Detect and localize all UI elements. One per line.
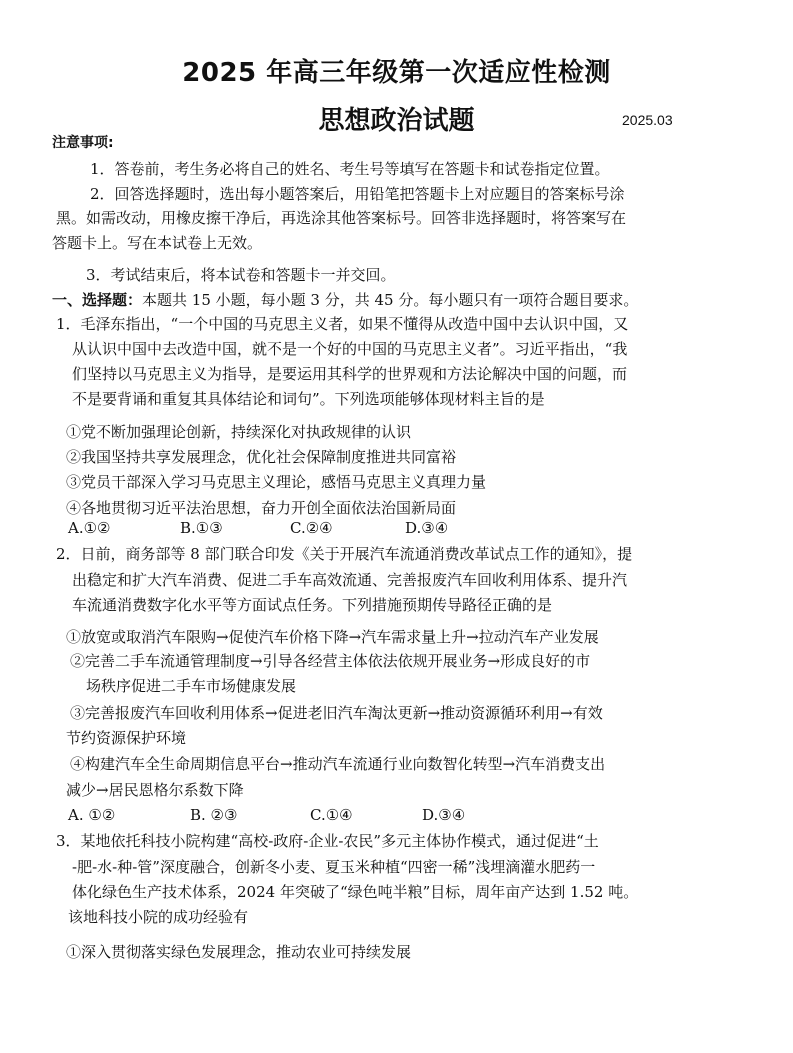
q3-stem-line: -肥-水-种-管”深度融合，创新冬小麦、夏玉米种植“四密一稀”浅埋滴灌水肥药一 xyxy=(72,858,596,876)
q1-stem-line: 们坚持以马克思主义为指导，是要运用其科学的世界观和方法论解决中国的问题，而 xyxy=(72,365,628,383)
q2-statement: 节约资源保护环境 xyxy=(66,729,187,747)
q1-statement: ③党员干部深入学习马克思主义理论，感悟马克思主义真理力量 xyxy=(66,473,487,491)
q2-stem-line: 2．日前，商务部等 8 部门联合印发《关于开展汽车流通消费改革试点工作的通知》，提 xyxy=(56,545,633,563)
q2-statement: 场秩序促进二手车市场健康发展 xyxy=(86,677,297,695)
q1-option-b[interactable]: B.①③ xyxy=(180,519,223,537)
exam-title: 2025 年高三年级第一次适应性检测 xyxy=(182,58,611,88)
q2-stem-line: 出稳定和扩大汽车消费、促进二手车高效流通、完善报废汽车回收利用体系、提升汽 xyxy=(72,571,628,589)
exam-date: 2025.03 xyxy=(622,112,673,128)
q2-option-d[interactable]: D.③④ xyxy=(422,806,466,824)
q2-statement: 减少→居民恩格尔系数下降 xyxy=(66,781,244,799)
q2-option-a[interactable]: A. ①② xyxy=(68,806,116,824)
q1-stem-line: 不是要背诵和重复其具体结论和词句”。下列选项能够体现材料主旨的是 xyxy=(72,390,545,408)
section-heading xyxy=(52,290,638,310)
q3-stem-line: 体化绿色生产技术体系，2024 年突破了“绿色吨半粮”目标，周年亩产达到 1.52 吨。 xyxy=(72,883,639,901)
q1-statement: ②我国坚持共享发展理念，优化社会保障制度推进共同富裕 xyxy=(66,448,457,466)
q2-option-b[interactable]: B. ②③ xyxy=(190,806,238,824)
notice-item: 1．答卷前，考生务必将自己的姓名、考生号等填写在答题卡和试卷指定位置。 xyxy=(90,160,610,178)
q1-statement: ①党不断加强理论创新，持续深化对执政规律的认识 xyxy=(66,423,412,441)
q3-stem-line: 该地科技小院的成功经验有 xyxy=(68,908,249,926)
q2-statement: ①放宽或取消汽车限购→促使汽车价格下降→汽车需求量上升→拉动汽车产业发展 xyxy=(66,628,599,646)
q1-stem-line: 1．毛泽东指出，“一个中国的马克思主义者，如果不懂得从改造中国中去认识中国，又 xyxy=(56,315,629,333)
q1-statement: ④各地贯彻习近平法治思想，奋力开创全面依法治国新局面 xyxy=(66,499,457,517)
notice-item: 2．回答选择题时，选出每小题答案后，用铅笔把答题卡上对应题目的答案标号涂 xyxy=(90,185,625,203)
notice-item: 黑。如需改动，用橡皮擦干净后，再选涂其他答案标号。回答非选择题时，将答案写在 xyxy=(56,209,627,227)
q2-statement: ③完善报废汽车回收利用体系→促进老旧汽车淘汰更新→推动资源循环利用→有效 xyxy=(70,704,603,722)
q2-stem-line: 车流通消费数字化水平等方面试点任务。下列措施预期传导路径正确的是 xyxy=(72,596,553,614)
q2-statement: ②完善二手车流通管理制度→引导各经营主体依法依规开展业务→形成良好的市 xyxy=(70,652,591,670)
section-label: 一、选择题： xyxy=(52,291,143,309)
section-description: 本题共 15 小题，每小题 3 分，共 45 分。每小题只有一项符合题目要求。 xyxy=(142,291,639,309)
q3-stem-line: 3．某地依托科技小院构建“高校-政府-企业-农民”多元主体协作模式，通过促进“土 xyxy=(56,832,599,850)
notice-title: 注意事项: xyxy=(52,135,114,151)
q3-statement: ①深入贯彻落实绿色发展理念，推动农业可持续发展 xyxy=(66,943,412,961)
exam-subject-title: 思想政治试题 xyxy=(318,106,475,136)
notice-item: 答题卡上。写在本试卷上无效。 xyxy=(52,234,263,252)
q1-stem-line: 从认识中国中去改造中国，就不是一个好的中国的马克思主义者”。习近平指出，“我 xyxy=(72,340,628,358)
notice-item: 3．考试结束后，将本试卷和答题卡一并交回。 xyxy=(86,266,396,284)
q2-option-c[interactable]: C.①④ xyxy=(310,806,353,824)
q1-option-a[interactable]: A.①② xyxy=(68,519,111,537)
q1-option-d[interactable]: D.③④ xyxy=(405,519,449,537)
q1-option-c[interactable]: C.②④ xyxy=(290,519,333,537)
q2-statement: ④构建汽车全生命周期信息平台→推动汽车流通行业向数智化转型→汽车消费支出 xyxy=(70,755,606,773)
